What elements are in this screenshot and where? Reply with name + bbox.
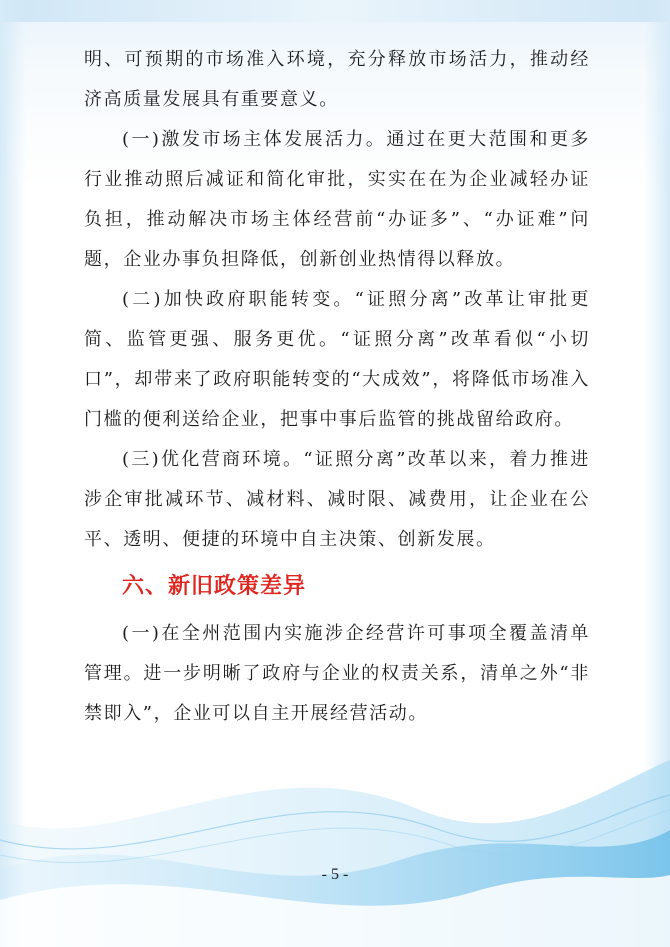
decorative-wave-graphic bbox=[0, 700, 670, 947]
paragraph-section-6-1: (一)在全州范围内实施涉企经营许可事项全覆盖清单管理。进一步明晰了政府与企业的权责关系，清单之外“非禁即入”，企业可以自主开展经营活动。 bbox=[84, 623, 590, 724]
page-top-border bbox=[0, 0, 670, 22]
document-body bbox=[84, 40, 590, 734]
paragraph: 明、可预期的市场准入环境，充分释放市场活力，推动经济高质量发展具有重要意义。 bbox=[84, 49, 590, 110]
paragraph-section-3: (三)优化营商环境。“证照分离”改革以来，着力推进涉企审批减环节、减材料、减时限、减费用，让企业在公平、透明、便捷的环境中自主决策、创新发展。 bbox=[84, 449, 590, 550]
paragraph-section-1: (一)激发市场主体发展活力。通过在更大范围和更多行业推动照后减证和简化审批，实实在在为企业减轻办证负担，推动解决市场主体经营前“办证多”、“办证难”问题，企业办事负担降低，创新创业热情得以释放。 bbox=[84, 129, 590, 270]
page-number: - 5 - bbox=[321, 866, 349, 883]
section-heading: 六、新旧政策差异 bbox=[122, 573, 307, 599]
paragraph-section-2: (二)加快政府职能转变。“证照分离”改革让审批更简、监管更强、服务更优。“证照分离”改革看似“小切口”，却带来了政府职能转变的“大成效”，将降低市场准入门槛的便利送给企业，把事中事后监管的挑战留给政府。 bbox=[84, 289, 590, 430]
